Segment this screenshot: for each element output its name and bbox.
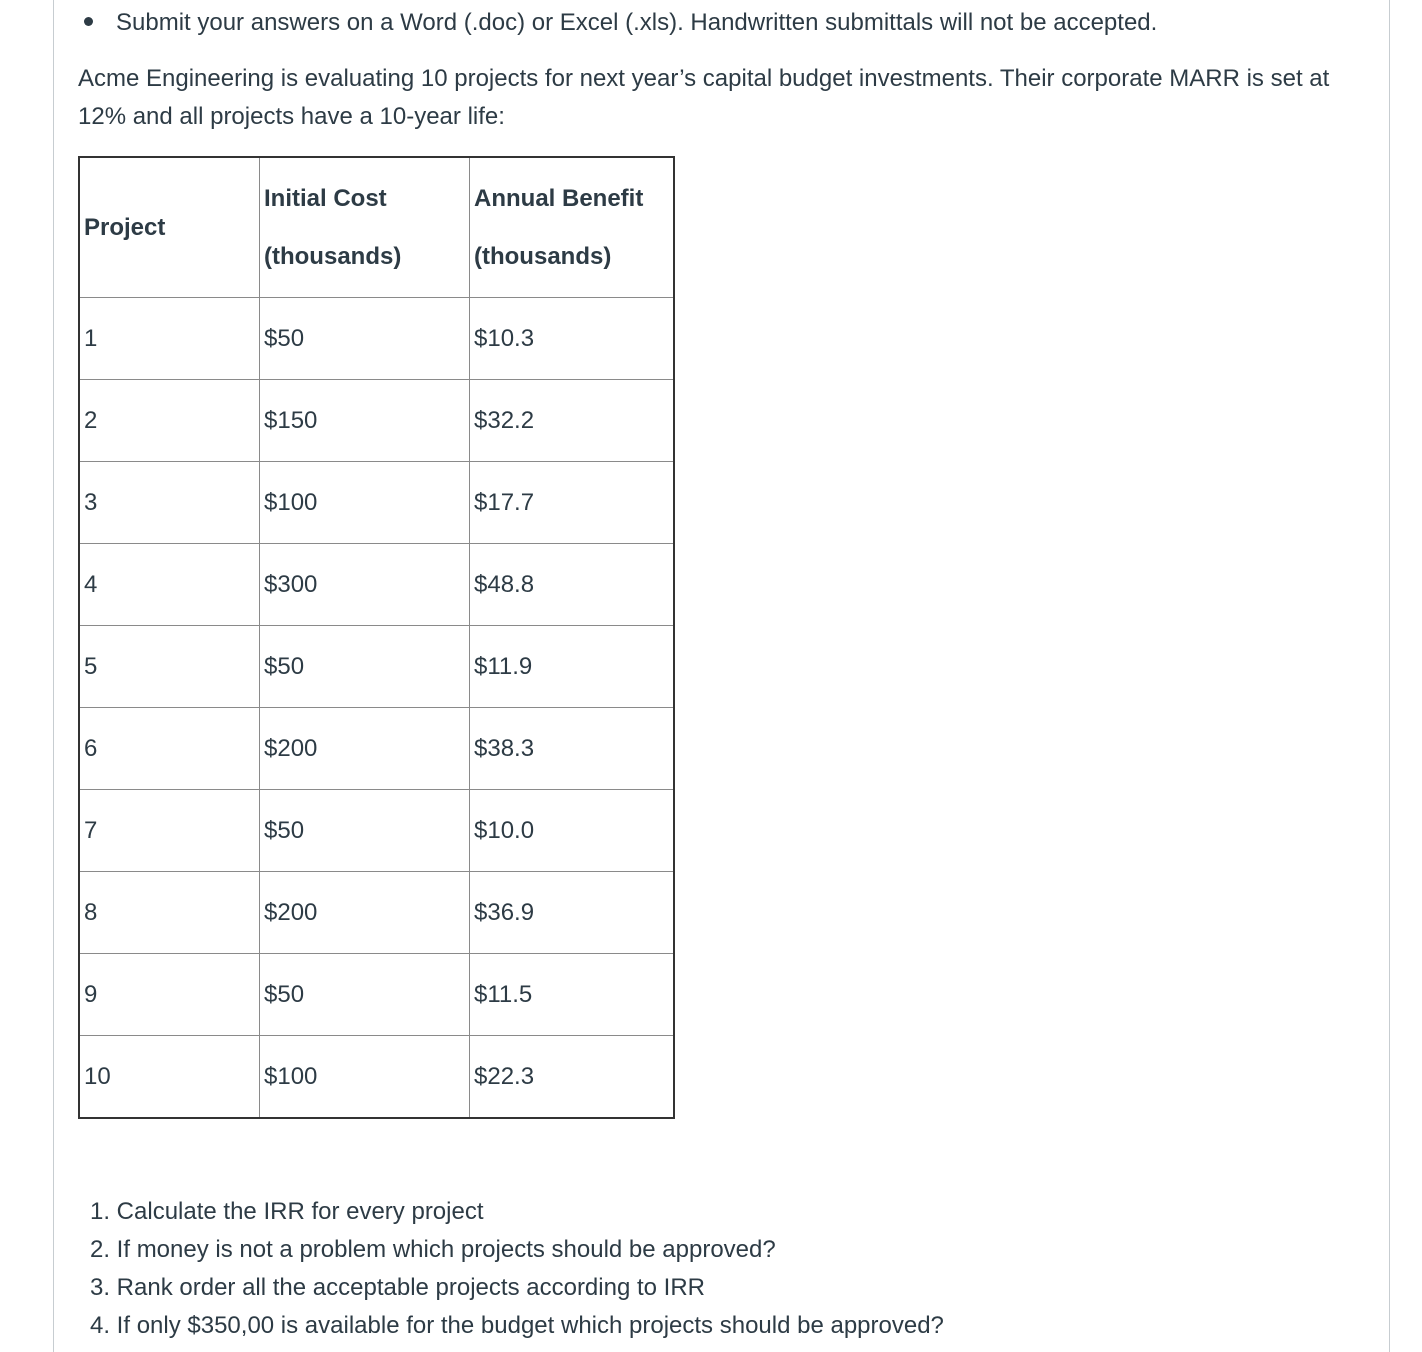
cell-cost: $100 (260, 1036, 470, 1119)
table-row (79, 462, 674, 544)
table-row (79, 380, 674, 462)
cell-project: 6 (79, 708, 260, 790)
cell-project: 10 (79, 1036, 260, 1119)
question-item: 1. Calculate the IRR for every project (90, 1198, 484, 1225)
cell-benefit: $48.8 (470, 544, 675, 626)
cell-benefit: $36.9 (470, 872, 675, 954)
cell-cost: $50 (260, 626, 470, 708)
header-project-label: Project (84, 213, 166, 241)
cell-cost: $150 (260, 380, 470, 462)
cell-cost: $200 (260, 872, 470, 954)
header-initial-cost (260, 157, 470, 298)
cell-project: 1 (79, 298, 260, 380)
header-annual-benefit (470, 157, 675, 298)
cell-project: 3 (79, 462, 260, 544)
cell-cost: $200 (260, 708, 470, 790)
cell-project: 2 (79, 380, 260, 462)
table-row (79, 544, 674, 626)
cell-benefit: $10.3 (470, 298, 675, 380)
header-cost-label: Initial Cost (264, 184, 387, 212)
table-row (79, 626, 674, 708)
question-item: 3. Rank order all the acceptable projects according to IRR (90, 1274, 705, 1301)
header-cost-unit: (thousands) (264, 242, 402, 270)
cell-cost: $100 (260, 462, 470, 544)
questions-list (90, 1193, 944, 1345)
bullet-icon (84, 17, 93, 26)
table-row (79, 790, 674, 872)
cell-benefit: $32.2 (470, 380, 675, 462)
table-row (79, 872, 674, 954)
table-row (79, 954, 674, 1036)
table-row (79, 298, 674, 380)
cell-benefit: $10.0 (470, 790, 675, 872)
cell-benefit: $22.3 (470, 1036, 675, 1119)
cell-benefit: $17.7 (470, 462, 675, 544)
cell-project: 9 (79, 954, 260, 1036)
header-benefit-unit: (thousands) (474, 242, 612, 270)
cell-cost: $300 (260, 544, 470, 626)
question-item: 4. If only $350,00 is available for the budget which projects should be approved? (90, 1312, 944, 1339)
table-row (79, 708, 674, 790)
submission-note-text: Submit your answers on a Word (.doc) or Excel (.xls). Handwritten submittals will not be accepted. (116, 9, 1158, 36)
header-benefit-label: Annual Benefit (474, 184, 644, 212)
question-item: 2. If money is not a problem which projects should be approved? (90, 1236, 776, 1263)
cell-project: 7 (79, 790, 260, 872)
cell-cost: $50 (260, 790, 470, 872)
intro-paragraph: Acme Engineering is evaluating 10 projects for next year’s capital budget investments. Their corporate MARR is set at 12% and all projects have a 10-year life: (78, 65, 1330, 130)
cell-benefit: $11.5 (470, 954, 675, 1036)
header-project (79, 157, 260, 298)
submission-note (84, 6, 1157, 40)
cell-cost: $50 (260, 298, 470, 380)
table-header-row (79, 157, 674, 298)
cell-project: 8 (79, 872, 260, 954)
cell-project: 5 (79, 626, 260, 708)
cell-cost: $50 (260, 954, 470, 1036)
cell-benefit: $38.3 (470, 708, 675, 790)
cell-project: 4 (79, 544, 260, 626)
table-row (79, 1036, 674, 1119)
cell-benefit: $11.9 (470, 626, 675, 708)
projects-table (78, 156, 675, 1119)
